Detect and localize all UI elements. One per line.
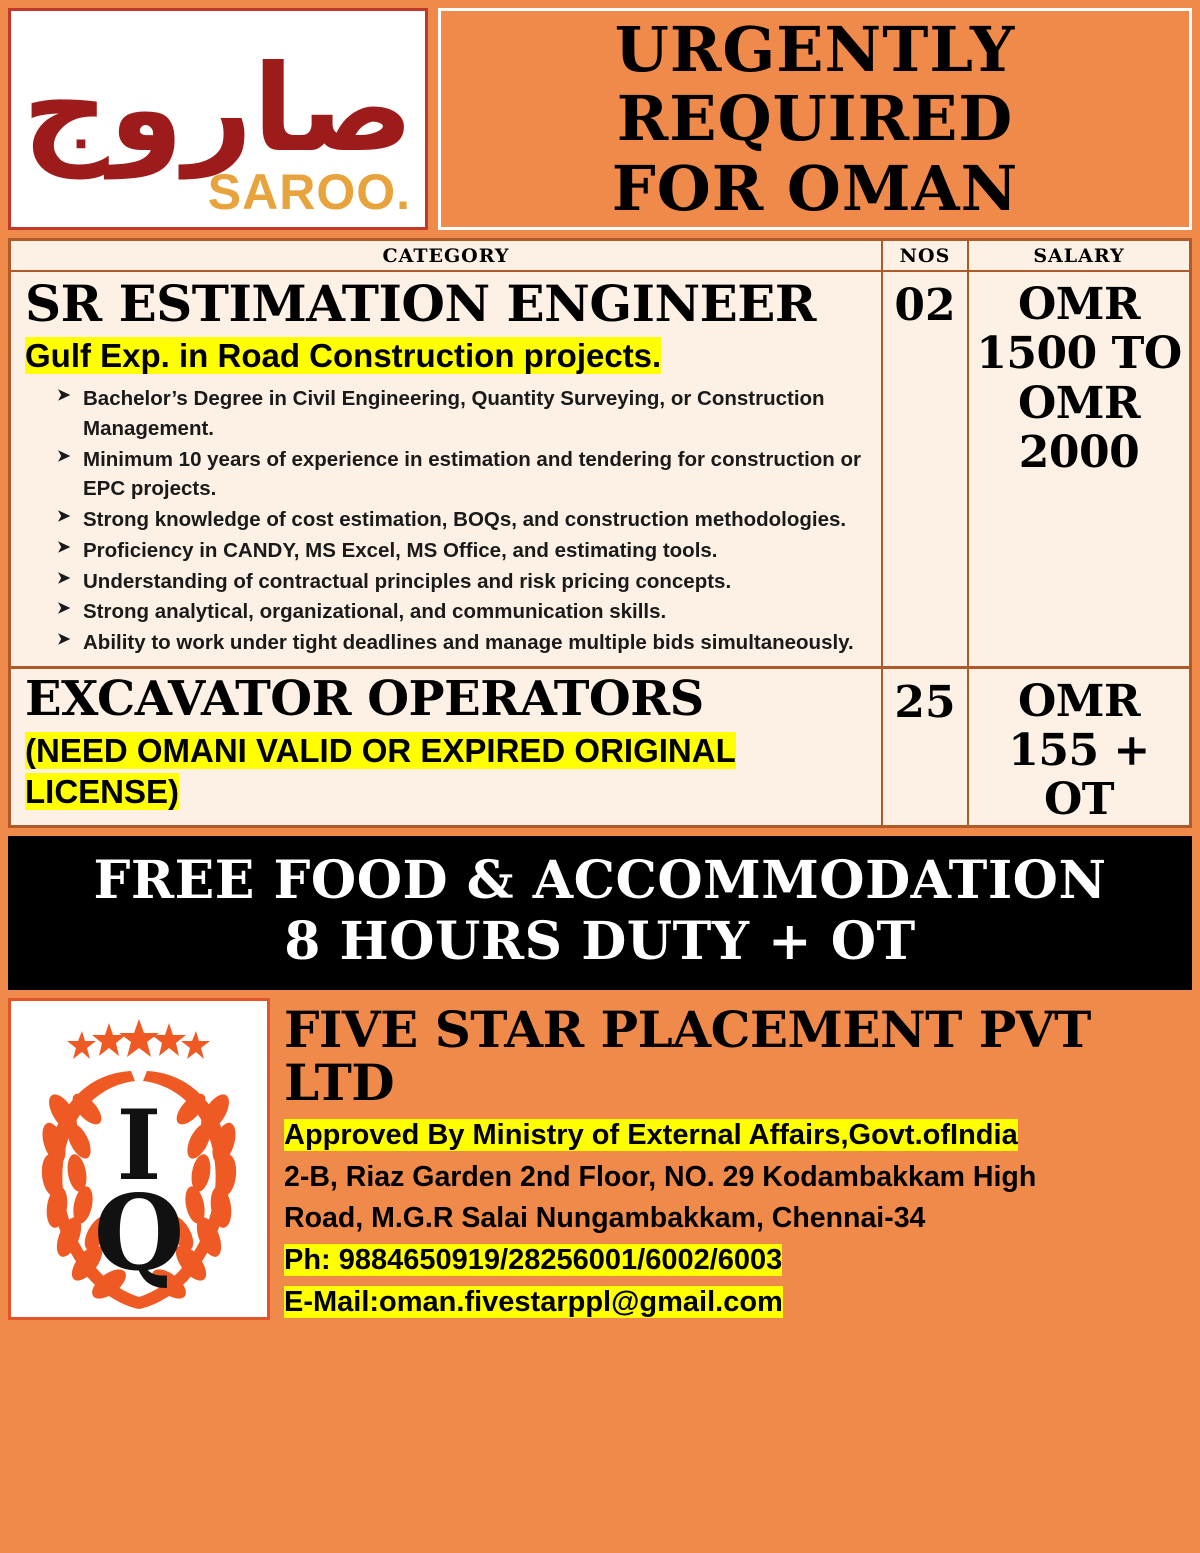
- job-nos-value: 25: [894, 676, 956, 728]
- agency-phone-highlight: Ph: 9884650919/28256001/6002/6003: [284, 1243, 783, 1276]
- job-nos-value: 02: [894, 280, 956, 331]
- agency-phone[interactable]: [284, 1241, 1192, 1280]
- job-title: SR ESTIMATION ENGINEER: [25, 274, 816, 333]
- job-salary-value: OMR 1500 TO OMR 2000: [976, 279, 1182, 478]
- agency-details: [270, 998, 1192, 1322]
- agency-footer: [8, 998, 1192, 1322]
- list-item: ➤ Bachelor’s Degree in Civil Engineering, Quantity Surveying, or Construction Management.: [57, 384, 871, 443]
- job-salary-value: OMR 155 + OT: [1008, 675, 1150, 826]
- svg-text:Q: Q: [93, 1171, 185, 1295]
- agency-name: FIVE STAR PLACEMENT PVT LTD: [284, 1000, 1091, 1112]
- title-line-2: FOR OMAN: [611, 151, 1019, 225]
- benefits-line-2: 8 HOURS DUTY + OT: [284, 910, 916, 972]
- benefits-banner: [8, 836, 1192, 991]
- column-header-salary: SALARY: [967, 241, 1189, 270]
- job-subtitle-highlight: Gulf Exp. in Road Construction projects.: [25, 337, 662, 374]
- job-subtitle: [11, 724, 881, 819]
- table-row: [11, 272, 1189, 669]
- table-header-row: [11, 241, 1189, 272]
- column-header-nos: NOS: [881, 241, 967, 270]
- list-item: ➤ Proficiency in CANDY, MS Excel, MS Office, and estimating tools.: [57, 536, 871, 566]
- vacancy-table: [8, 238, 1192, 828]
- list-item: ➤ Strong knowledge of cost estimation, BOQs, and construction methodologies.: [57, 505, 871, 535]
- table-row: [11, 669, 1189, 825]
- svg-text:I: I: [116, 1089, 162, 1203]
- job-title: EXCAVATOR OPERATORS: [25, 670, 704, 727]
- agency-email-highlight: E-Mail:oman.fivestarppl@gmail.com: [284, 1286, 783, 1318]
- list-item: ➤ Strong analytical, organizational, and communication skills.: [57, 597, 871, 627]
- job-subtitle-highlight: (NEED OMANI VALID OR EXPIRED ORIGINAL LICENSE): [25, 731, 736, 810]
- saroo-logo: [8, 8, 428, 230]
- job-subtitle: [11, 329, 881, 382]
- agency-email[interactable]: [284, 1283, 1192, 1322]
- poster-title: [438, 8, 1192, 230]
- agency-address-line-1: 2-B, Riaz Garden 2nd Floor, NO. 29 Kodambakkam High: [284, 1160, 1037, 1193]
- job-requirements-list: [11, 384, 881, 657]
- agency-address-line-2: Road, M.G.R Salai Nungambakkam, Chennai-34: [284, 1202, 926, 1235]
- title-line-1: URGENTLY REQUIRED: [614, 12, 1016, 156]
- saroo-logo-arabic: صاروج: [22, 40, 414, 179]
- job-category-cell: [11, 669, 881, 825]
- laurel-wreath-icon: [11, 1001, 267, 1317]
- list-item: ➤ Ability to work under tight deadlines and manage multiple bids simultaneously.: [57, 628, 871, 658]
- list-item: ➤ Minimum 10 years of experience in estimation and tendering for construction or EPC projects.: [57, 445, 871, 504]
- poster-header: [8, 8, 1192, 230]
- job-salary-cell: [967, 669, 1189, 825]
- job-category-cell: [11, 272, 881, 666]
- five-star-logo: [8, 998, 270, 1320]
- job-salary-cell: [967, 272, 1189, 666]
- job-nos-cell: [881, 669, 967, 825]
- benefits-line-1: FREE FOOD & ACCOMMODATION: [93, 849, 1107, 911]
- saroo-logo-latin: SAROO.: [207, 164, 411, 220]
- job-nos-cell: [881, 272, 967, 666]
- agency-approval-highlight: Approved By Ministry of External Affairs,Govt.ofIndia: [284, 1119, 1018, 1152]
- column-header-category: CATEGORY: [382, 245, 510, 267]
- agency-approval: [284, 1117, 1192, 1155]
- list-item: ➤ Understanding of contractual principles and risk pricing concepts.: [57, 567, 871, 597]
